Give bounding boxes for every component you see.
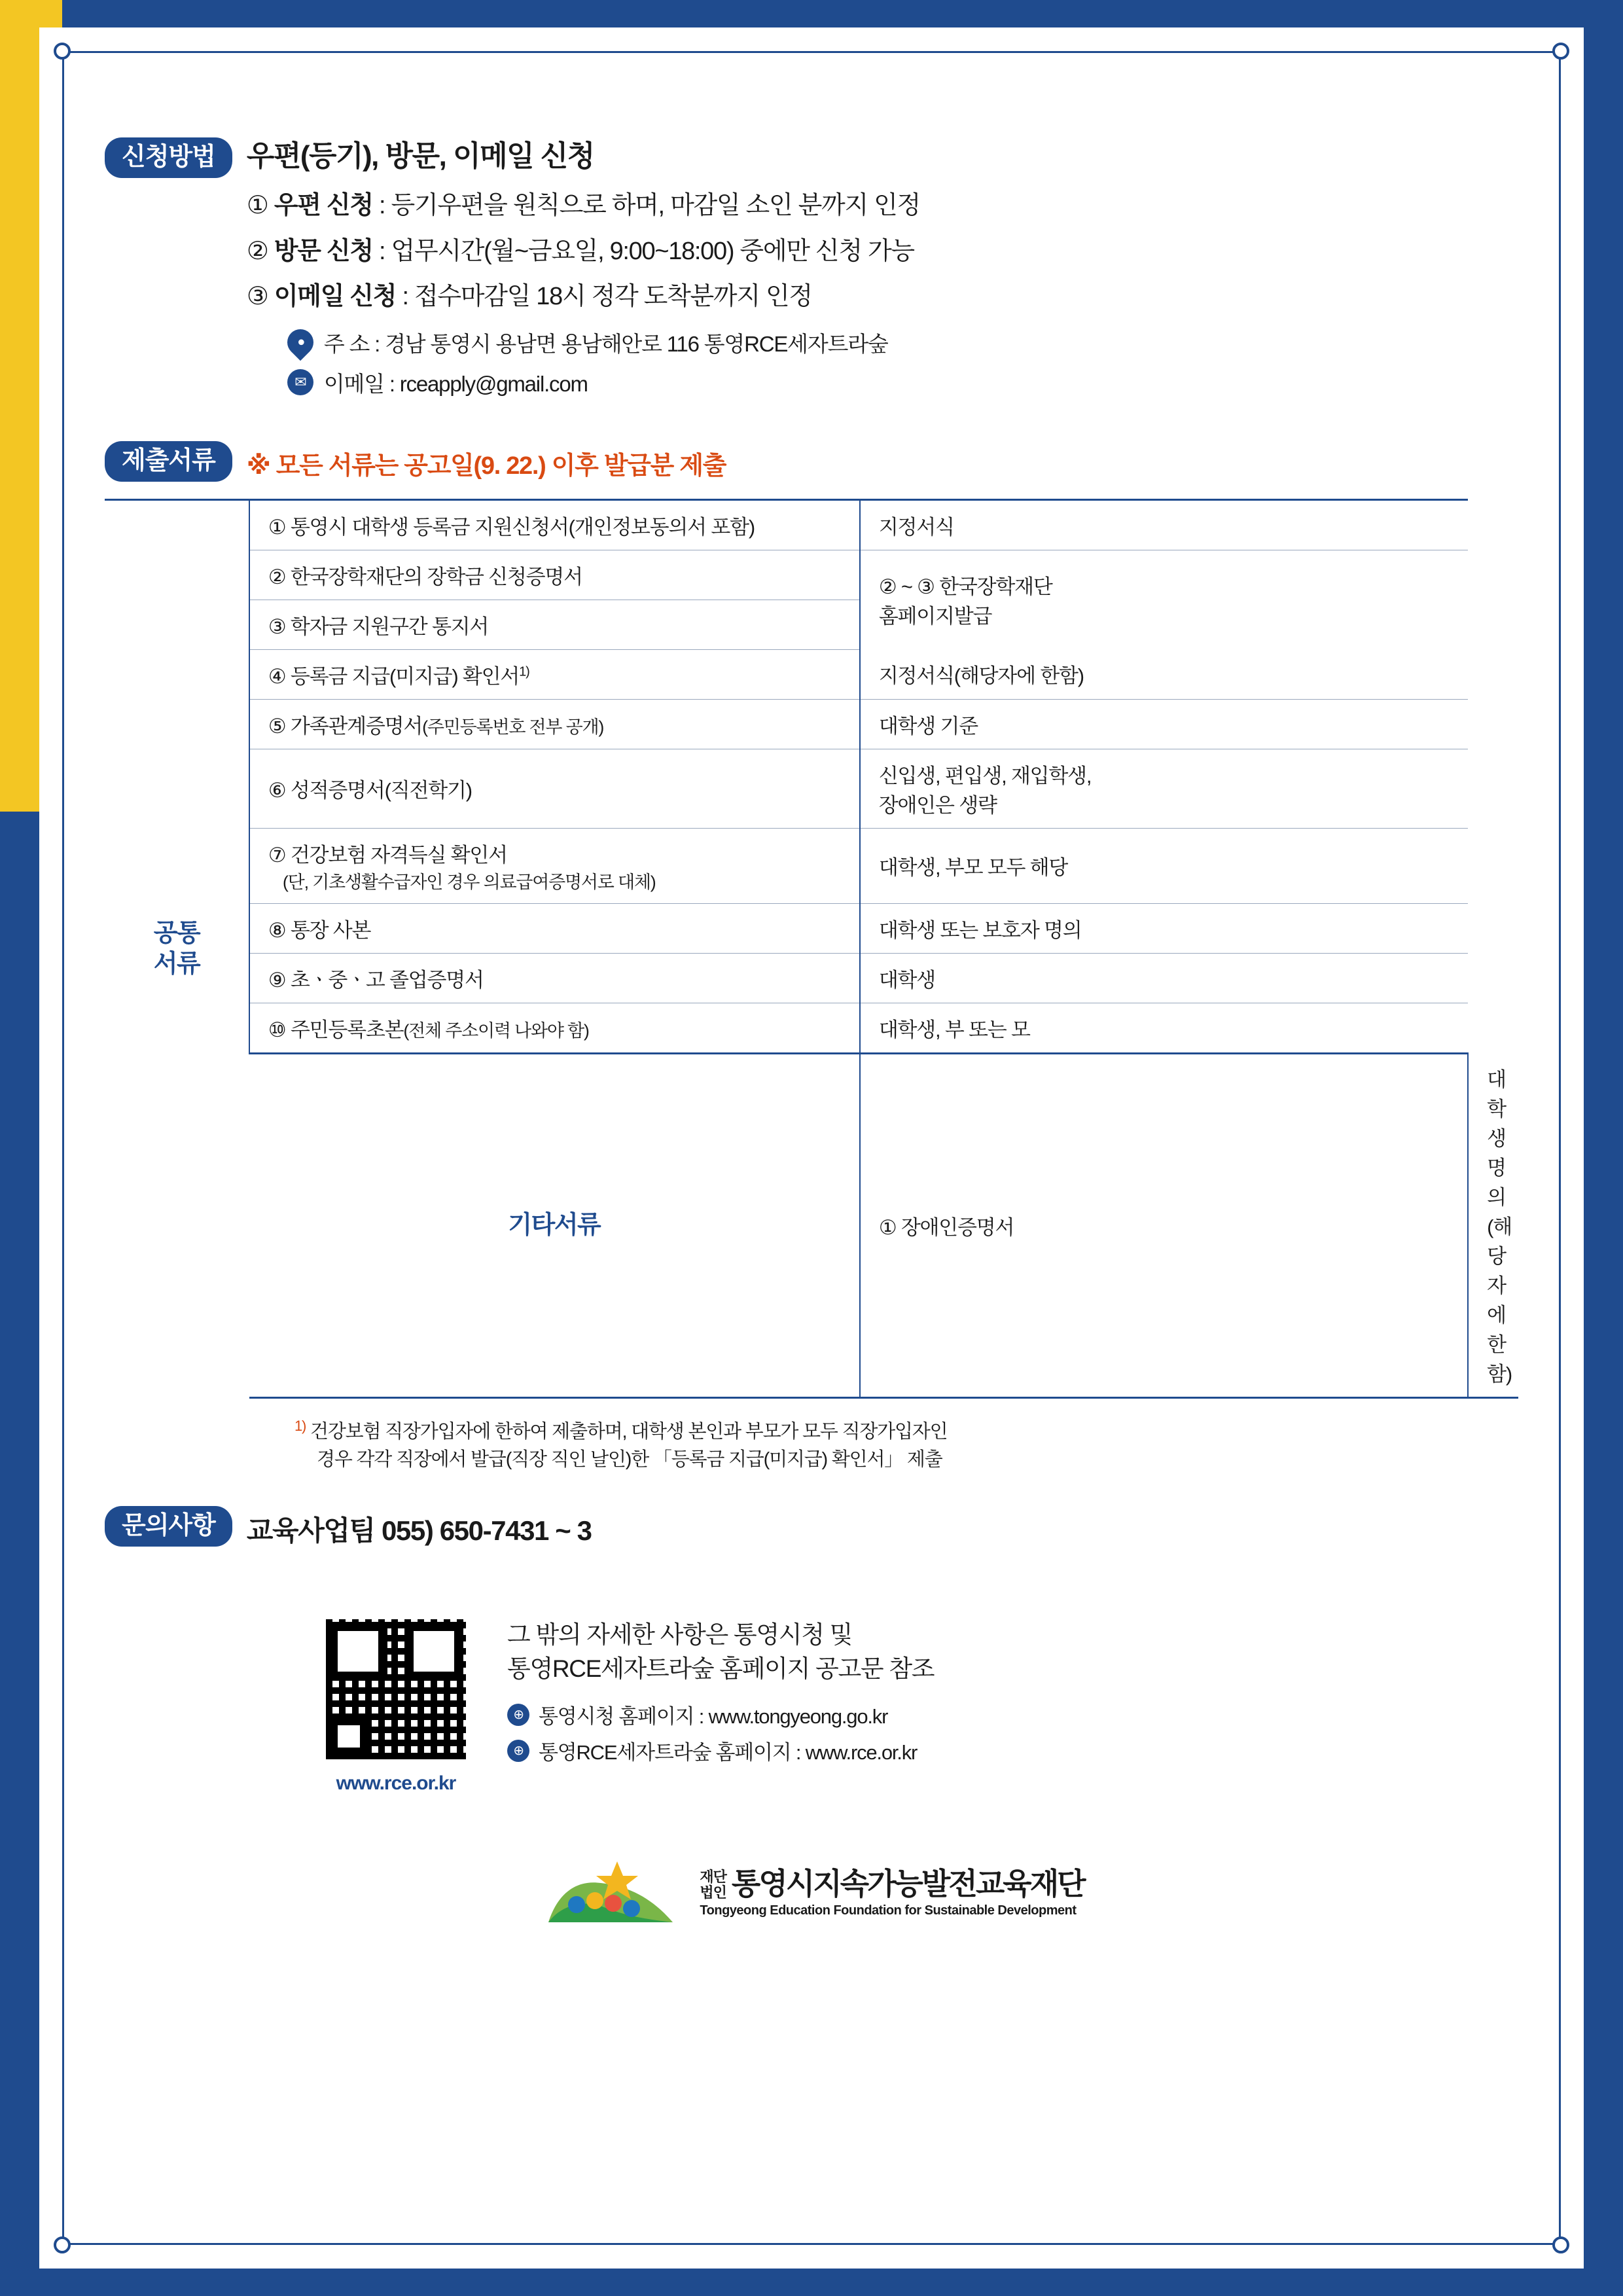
category-common: [105, 499, 249, 1398]
bullet-text: : 접수마감일 18시 정각 도착분까지 인정: [396, 283, 812, 310]
corner-dot-top-left: [54, 43, 71, 60]
corner-dot-top-right: [1552, 43, 1569, 60]
doc-note: [860, 749, 1468, 828]
table-row: [105, 1003, 1518, 1053]
doc-name: ② 한국장학재단의 장학금 신청증명서: [249, 550, 860, 600]
documents-table: [105, 499, 1518, 1399]
globe-icon: ⊕: [507, 1704, 529, 1726]
doc-note-line1: ② ~ ③ 한국장학재단: [878, 575, 1052, 599]
category-etc: 기타서류: [249, 1053, 860, 1398]
foundation-name-ko: 통영시지속가능발전교육재단: [731, 1867, 1084, 1901]
doc-note: 대학생 명의(해당자에 한함): [1468, 1053, 1518, 1398]
section-apply-method: [105, 137, 1518, 407]
category-common-line2: 서류: [153, 950, 200, 978]
category-common-line1: 공통: [153, 919, 200, 947]
foundation-name-en: Tongyeong Education Foundation for Sustainable Development: [700, 1903, 1077, 1918]
qr-block: [321, 1614, 471, 1795]
bullet-number: ③: [246, 283, 268, 310]
doc-note: 대학생 기준: [860, 699, 1468, 749]
section-documents: [105, 441, 1518, 1473]
contact-email-text: 이메일 : rceapply@gmail.com: [323, 371, 588, 396]
envelope-icon: ✉: [287, 369, 313, 395]
doc-name-text: ④ 등록금 지급(미지급) 확인서: [268, 664, 520, 688]
doc-name-line1: ⑦ 건강보험 자격득실 확인서: [268, 843, 507, 867]
doc-note: 대학생, 부 또는 모: [860, 1003, 1468, 1053]
foundation-name: [700, 1867, 1084, 1918]
link-rce-homepage[interactable]: [507, 1736, 934, 1765]
footnote-index: 1): [294, 1418, 306, 1434]
doc-name: ⑨ 초ㆍ중ㆍ고 졸업증명서: [249, 953, 860, 1003]
table-row: [105, 953, 1518, 1003]
bullet-text: : 등기우편을 원칙으로 하며, 마감일 소인 분까지 인정: [372, 192, 920, 219]
doc-name: ① 통영시 대학생 등록금 지원신청서(개인정보동의서 포함): [249, 499, 860, 550]
inquiry-text: 교육사업팀 055) 650-7431 ~ 3: [246, 1515, 592, 1546]
doc-name-text: ⑤ 가족관계증명서: [268, 714, 423, 738]
doc-name-sub: (전체 주소이력 나와야 함): [403, 1020, 589, 1041]
table-row: [105, 1053, 1518, 1398]
globe-icon: ⊕: [507, 1740, 529, 1762]
doc-name: [249, 699, 860, 749]
foundation-badge-line2: 법인: [700, 1884, 726, 1901]
table-row: [105, 749, 1518, 828]
documents-note: ※ 모든 서류는 공고일(9. 22.) 이후 발급분 제출: [246, 452, 726, 480]
doc-name: [249, 828, 860, 903]
bullet-label: 이메일 신청: [274, 283, 397, 310]
table-row: [105, 499, 1518, 550]
doc-name: ① 장애인증명서: [860, 1053, 1468, 1398]
table-row: [105, 903, 1518, 953]
contact-address-text: 주 소 : 경남 통영시 용남면 용남해안로 116 통영RCE세자트라숲: [323, 331, 888, 356]
doc-note: 지정서식(해당자에 한함): [860, 649, 1468, 699]
corner-dot-bottom-right: [1552, 2236, 1569, 2253]
doc-note: 대학생 또는 보호자 명의: [860, 903, 1468, 953]
bullet-label: 우편 신청: [274, 192, 373, 219]
document-content: [105, 111, 1518, 2217]
doc-note: [860, 550, 1468, 649]
link-tongyeong-city-label: 통영시청 홈페이지 : www.tongyeong.go.kr: [539, 1705, 888, 1729]
doc-name: [249, 1003, 860, 1053]
doc-note-line2: 홈페이지발급: [878, 605, 992, 628]
qr-title-line2: 통영RCE세자트라숲 홈페이지 공고문 참조: [507, 1655, 935, 1682]
qr-caption: www.rce.or.kr: [336, 1772, 456, 1794]
footnote-line1: 건강보험 직장가입자에 한하여 제출하며, 대학생 본인과 부모가 모두 직장가입자인: [310, 1421, 948, 1443]
bullet-label: 방문 신청: [274, 237, 373, 265]
apply-method-headline: 우편(등기), 방문, 이메일 신청: [246, 140, 594, 172]
doc-name: ⑥ 성적증명서(직전학기): [249, 749, 860, 828]
section-qr: [105, 1614, 1518, 1795]
location-pin-icon: ●: [282, 324, 319, 361]
doc-name-footnote-ref: 1): [519, 664, 529, 679]
contact-address: [287, 327, 920, 358]
bullet-number: ①: [246, 192, 268, 219]
qr-code-icon[interactable]: [321, 1614, 471, 1765]
foundation-emblem-icon: [539, 1854, 683, 1932]
contact-list: [287, 327, 920, 398]
doc-name-text: ⑩ 주민등록초본: [268, 1018, 404, 1041]
foundation-badge: [700, 1869, 726, 1901]
bullet-text: : 업무시간(월~금요일, 9:00~18:00) 중에만 신청 가능: [372, 237, 914, 265]
footer-logo: [105, 1854, 1518, 1932]
section-inquiry: [105, 1506, 1518, 1549]
doc-name-sub: (주민등록번호 전부 공개): [422, 717, 604, 737]
contact-email: [287, 367, 920, 398]
doc-note: 지정서식: [860, 499, 1468, 550]
doc-name-line2: (단, 기초생활수급자인 경우 의료급여증명서로 대체): [282, 872, 656, 892]
table-row: [105, 828, 1518, 903]
doc-name: [249, 649, 860, 699]
doc-name: ⑧ 통장 사본: [249, 903, 860, 953]
doc-note-line1: 신입생, 편입생, 재입학생,: [878, 764, 1092, 787]
documents-header: [105, 441, 1518, 482]
section-tag-apply-method: 신청방법: [105, 137, 232, 178]
section-tag-inquiry: 문의사항: [105, 1506, 232, 1547]
bullet-number: ②: [246, 237, 268, 265]
list-item: [247, 190, 920, 222]
apply-method-list: [247, 190, 920, 313]
corner-dot-bottom-left: [54, 2236, 71, 2253]
doc-name: ③ 학자금 지원구간 통지서: [249, 600, 860, 649]
doc-note-line2: 장애인은 생략: [878, 793, 997, 817]
list-item: [247, 236, 920, 268]
table-row: [105, 550, 1518, 600]
doc-note: 대학생, 부모 모두 해당: [860, 828, 1468, 903]
footnote-line2: 경우 각각 직장에서 발급(직장 직인 날인)한 「등록금 지급(미지급) 확인서」 제출: [317, 1448, 942, 1470]
table-row: [105, 699, 1518, 749]
table-row: [105, 649, 1518, 699]
link-rce-homepage-label: 통영RCE세자트라숲 홈페이지 : www.rce.or.kr: [539, 1741, 918, 1765]
doc-note: 대학생: [860, 953, 1468, 1003]
qr-text-block: [507, 1614, 934, 1772]
section-tag-documents: 제출서류: [105, 441, 232, 482]
link-tongyeong-city[interactable]: [507, 1700, 934, 1729]
list-item: [247, 281, 920, 313]
foundation-badge-line1: 재단: [700, 1868, 726, 1885]
documents-footnote: [294, 1416, 1518, 1473]
qr-title-line1: 그 밖의 자세한 사항은 통영시청 및: [507, 1621, 853, 1648]
qr-links: [507, 1700, 934, 1765]
